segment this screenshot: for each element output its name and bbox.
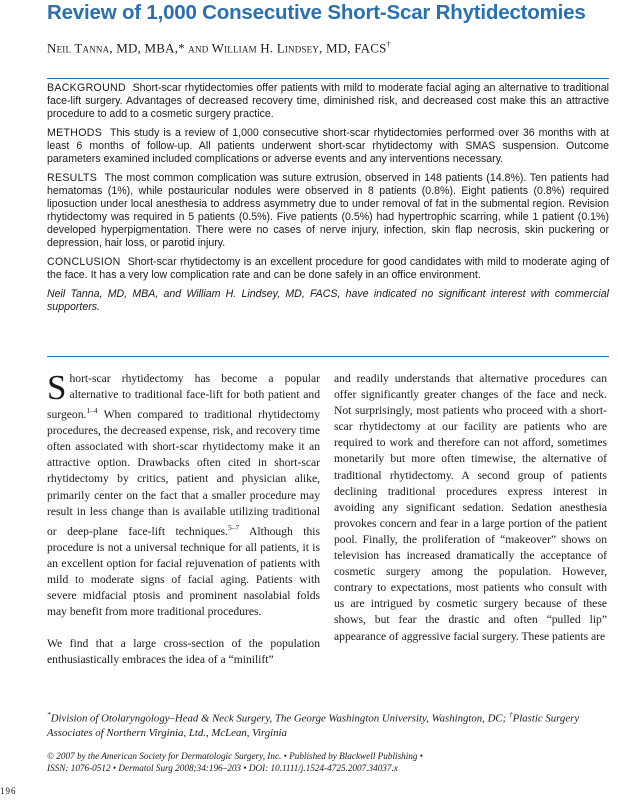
page-number: 196 [0, 786, 17, 796]
body-paragraph: and readily understands that alternative procedures can offer significantly greater changes of the face and neck. Not surprisingly, most patients who proceed with a short-scar rhytidectomy at our facility are patients who are required to work and therefore can not afford, sometimes monetarily but more often timewise, the alternative of traditional rhytidectomy. A second group of patients declining traditional procedures express interest in avoiding any significant sedation. Sedation anesthesia provokes concern and fear in a large portion of the patient pool. Finally, the proliferation of “makeover” shows on television has increased dramatically the acceptance of cosmetic surgery among the population. However, contrary to expectations, most patients who consult with us are intrigued by cosmetic surgery because of these shows, but fear the drastic and often “pulled lip” appearance of aggressive facial surgery. These patients are [334, 372, 607, 643]
disclosure-statement: Neil Tanna, MD, MBA, and William H. Lindsey, MD, FACS, have indicated no significant interest with commercial supporters. [47, 288, 609, 313]
affiliation-footnote [47, 708, 609, 741]
affiliation-2: Plastic Surgery Associates of Northern Virginia, Ltd., McLean, Virginia [47, 712, 580, 740]
abstract-bottom-rule [47, 356, 609, 357]
footnote-dagger: † [508, 710, 513, 719]
author-line [47, 37, 391, 56]
author-names: Neil Tanna, MD, MBA,* and William H. Lindsey, MD, FACS [47, 40, 387, 56]
copyright-block [47, 750, 609, 774]
abstract [47, 82, 609, 320]
footnote-star: * [47, 710, 51, 719]
reference-superscript: 5–7 [227, 522, 240, 532]
abstract-background [47, 82, 609, 121]
drop-cap: S [47, 368, 67, 407]
body-paragraph [47, 368, 320, 620]
reference-superscript: 1–4 [86, 406, 98, 416]
conclusion-text: Short-scar rhytidectomy is an excellent procedure for good candidates with mild to moderate aging of the face. It has a very low complication rate and can be done safely in an office environment. [47, 256, 609, 281]
abstract-results [47, 172, 609, 250]
background-text: Short-scar rhytidectomies offer patients with mild to moderate facial aging an alternative to traditional face-lift surgery. Advantages of decreased recovery time, diminished risk, and decreased cost make this an attractive procedure to add to a cosmetic surgery practice. [47, 82, 609, 120]
article-title: Review of 1,000 Consecutive Short-Scar Rhytidectomies [47, 1, 586, 24]
abstract-methods [47, 127, 609, 166]
methods-text: This study is a review of 1,000 consecutive short-scar rhytidectomies performed over 36 months with at least 6 months of follow-up. All patients underwent short-scar rhytidectomy with SMAS suspension. Outcome parameters examined included complications or adverse events and any interventions necessary. [47, 127, 610, 165]
body-column-left [47, 368, 320, 668]
body-text: hort-scar rhytidectomy has become a popular alternative to traditional face-lift for both patient and surgeon. [47, 372, 320, 422]
results-text: The most common complication was suture extrusion, observed in 148 patients (14.8%). Ten patients had hematomas (1%), while postauricular nodules were observed in 8 patients (0.8%). Eight patients (0.8%) required liposuction under local anesthesia to address asymmetry due to under removal of fat in the submental region. Revision rhytidectomy was required in 5 patients (0.5%). Five patients (0.5%) had hypertrophic scarring, while 1 patient (0.1%) developed hyperpigmentation. There were no cases of nerve injury, infection, skin flap necrosis, skin puckering or depression, hair loss, or parotid injury. [47, 172, 609, 249]
issn-line: ISSN: 1076-0512 • Dermatol Surg 2008;34:196–203 • DOI: 10.1111/j.1524-4725.2007.34037.x [47, 763, 398, 773]
results-label: RESULTS [47, 172, 98, 184]
copyright-line: © 2007 by the American Society for Dermatologic Surgery, Inc. • Published by Blackwell Publishing • [47, 751, 423, 761]
methods-label: METHODS [47, 127, 103, 139]
author-dagger: † [386, 40, 391, 49]
affiliation-1: Division of Otolaryngology–Head & Neck Surgery, The George Washington University, Washington, DC; [50, 712, 507, 725]
body-text: Although this procedure is not a universal technique for all patients, it is an excellent option for facial rejuvenation of patients with mild to moderate signs of facial aging. Patients with severe midfacial ptosis and prominent nasolabial folds may benefit from more traditional procedures. [47, 524, 320, 619]
background-label: BACKGROUND [47, 82, 126, 94]
abstract-conclusion [47, 256, 609, 282]
body-text: When compared to traditional rhytidectomy procedures, the decreased expense, risk, and recovery time often associated with short-scar rhytidectomy make it an attractive option. Drawbacks often cited in short-scar rhytidectomy by critics, patient and physician alike, primarily center on the fact that a smaller procedure may result in less change than is available utilizing traditional or deep-plane face-lift techniques. [47, 408, 320, 538]
abstract-top-rule [47, 78, 609, 79]
body-paragraph: We find that a large cross-section of the population enthusiastically embraces the idea of a “minilift” [47, 637, 320, 667]
body-column-right [334, 371, 607, 645]
conclusion-label: CONCLUSION [47, 256, 121, 268]
